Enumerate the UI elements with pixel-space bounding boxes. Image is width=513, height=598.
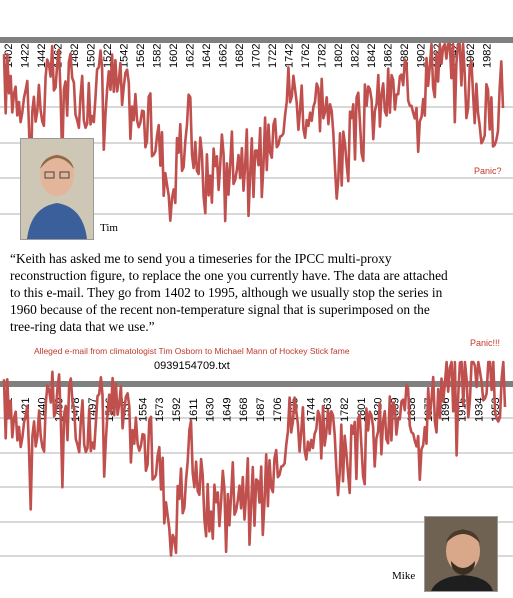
bottom-tick-label: 1611: [187, 398, 200, 422]
bottom-tick-label: 1478: [70, 397, 83, 422]
top-tick-label: 1982: [481, 43, 494, 68]
bottom-tick-label: 1459: [53, 397, 66, 422]
bottom-tick-label: 1440: [36, 397, 49, 422]
tim-photo: [20, 138, 94, 240]
email-filename: 0939154709.txt: [154, 360, 230, 372]
bottom-tick-label: 1421: [19, 397, 32, 422]
bottom-tick-label: 1592: [171, 397, 183, 422]
mike-portrait-image: [425, 517, 497, 591]
bottom-tick-label: 1516: [103, 397, 116, 422]
bottom-tick-label: 1877: [423, 397, 435, 422]
top-tick-label: 1762: [300, 43, 312, 68]
top-tick-label: 1702: [250, 43, 263, 68]
top-axis-bar: [0, 37, 513, 43]
mike-name-label: Mike: [392, 570, 416, 582]
top-tick-label: 1482: [69, 43, 81, 68]
top-tick-label: 1602: [168, 43, 180, 68]
top-tick-label: 1502: [85, 43, 98, 68]
bottom-tick-label: 1668: [238, 397, 251, 422]
tim-portrait-image: [21, 139, 93, 239]
top-tick-label: 1722: [267, 43, 279, 68]
bottom-tick-label: 1573: [154, 397, 167, 422]
top-tick-label: 1842: [366, 43, 378, 68]
bottom-tick-label: 1535: [120, 397, 133, 422]
bottom-tick-label: 1934: [473, 397, 486, 422]
top-tick-label: 1822: [349, 43, 362, 68]
bottom-tick-label: 1687: [255, 397, 267, 422]
bottom-tick-label: 1820: [372, 397, 385, 422]
top-tick-label: 1522: [102, 43, 114, 68]
top-tick-label: 1462: [52, 43, 65, 68]
top-tick-label: 1922: [432, 43, 444, 68]
top-tick-label: 1622: [184, 43, 197, 68]
bottom-tick-label: 1915: [456, 397, 469, 422]
top-tick-label: 1402: [3, 43, 15, 68]
top-tick-label: 1442: [36, 43, 48, 68]
bottom-tick-label: 1858: [406, 397, 419, 422]
top-tick-label: 1862: [382, 43, 395, 68]
bottom-tick-label: 1839: [389, 397, 402, 422]
panic-bottom-annotation: Panic!!!: [470, 338, 501, 348]
bottom-tick-label: 1763: [322, 397, 335, 422]
top-tick-label: 1422: [19, 43, 32, 68]
top-tick-label: 1942: [448, 43, 461, 68]
top-tick-label: 1542: [118, 43, 131, 68]
top-tick-label: 1962: [465, 43, 477, 68]
bottom-tick-label: 1744: [305, 397, 318, 422]
panic-top-annotation: Panic?: [474, 166, 502, 176]
bottom-tick-label: 1706: [271, 397, 284, 422]
bottom-tick-label: 1402: [3, 397, 15, 422]
bottom-tick-label: 1782: [339, 397, 351, 422]
top-tick-label: 1802: [333, 43, 345, 68]
top-tick-label: 1562: [135, 43, 147, 68]
bottom-tick-label: 1801: [355, 397, 368, 422]
bottom-axis-bar: [0, 381, 513, 387]
top-tick-label: 1642: [201, 43, 213, 68]
top-tick-label: 1742: [283, 43, 296, 68]
mike-photo: [424, 516, 498, 592]
bottom-tick-label: 1953: [490, 397, 503, 422]
top-tick-label: 1582: [151, 43, 164, 68]
bottom-tick-label: 1896: [439, 397, 452, 422]
top-tick-label: 1902: [415, 43, 428, 68]
tim-name-label: Tim: [100, 222, 118, 234]
top-tick-labels: [3, 44, 494, 68]
bottom-tick-label: 1497: [87, 397, 99, 422]
bottom-tick-label: 1725: [288, 397, 301, 422]
top-tick-label: 1682: [234, 43, 246, 68]
email-quote: “Keith has asked me to send you a timeseries for the IPCC multi-proxy reconstruction figure, to replace the one you currently have. The data are attached to this e-mail. They go from 1402 to 1995, although we usually stop the series in 1960 because of the recent non-temperature signal that is superimposed on the tree-ring data that we use.”: [10, 251, 448, 334]
quote-caption: Alleged e-mail from climatologist Tim Osborn to Michael Mann of Hockey Stick fame: [34, 346, 350, 356]
top-tick-label: 1882: [399, 43, 411, 68]
bottom-tick-label: 1630: [204, 397, 217, 422]
top-tick-label: 1662: [217, 43, 230, 68]
bottom-tick-label: 1554: [137, 397, 150, 422]
bottom-tick-label: 1649: [221, 397, 234, 422]
top-tick-label: 1782: [316, 43, 329, 68]
